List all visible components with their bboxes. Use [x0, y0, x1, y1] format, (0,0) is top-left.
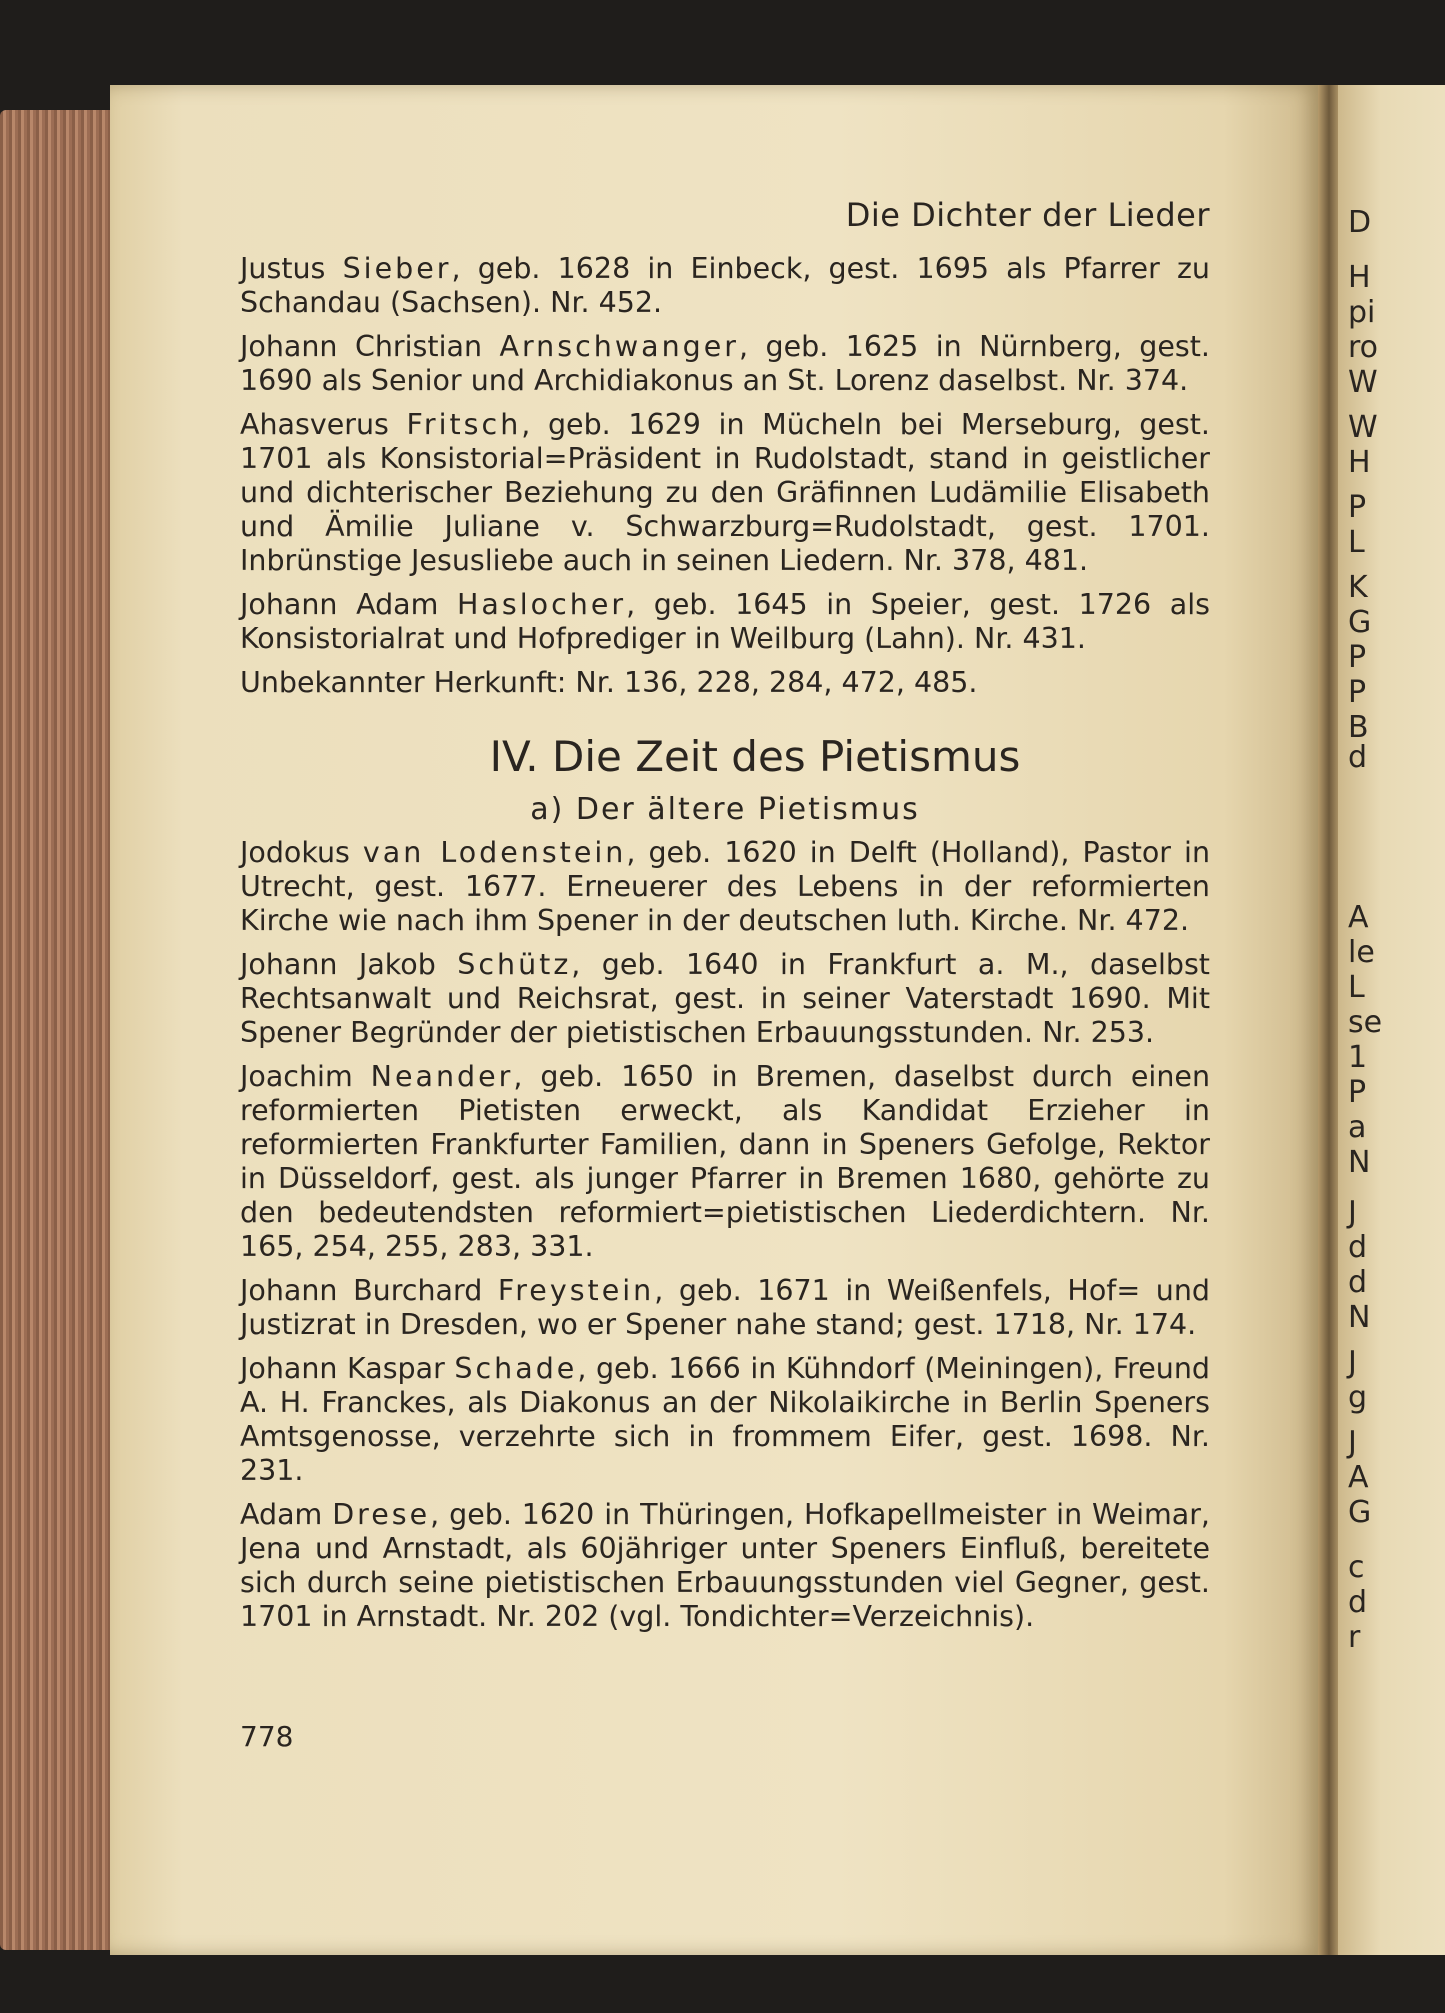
entry-first-name: Johann Jakob — [240, 948, 458, 981]
right-page-letter: L — [1348, 970, 1365, 1005]
page-content — [240, 252, 1210, 1644]
right-page-letter: N — [1348, 1300, 1371, 1335]
poet-entry — [240, 588, 1210, 656]
entry-first-name: Justus — [240, 252, 343, 285]
right-page-letter: 1 — [1348, 1040, 1368, 1075]
right-page-letter: H — [1348, 260, 1371, 295]
right-page-letter: J — [1348, 1425, 1357, 1460]
entry-first-name: Johann Burchard — [240, 1274, 498, 1307]
right-page-letter: H — [1348, 445, 1371, 480]
poet-entry — [240, 1274, 1210, 1342]
poet-entry — [240, 1498, 1210, 1634]
right-page-letter: ro — [1348, 330, 1379, 365]
page-edges — [0, 110, 110, 1950]
right-page-letter: A — [1348, 900, 1369, 935]
entry-first-name: Johann Kaspar — [240, 1352, 455, 1385]
entry-first-name: Johann Adam — [240, 588, 457, 621]
right-page-letter: se — [1348, 1005, 1383, 1040]
right-page-letter: A — [1348, 1460, 1369, 1495]
section-title: IV. Die Zeit des Pietismus — [489, 732, 1021, 781]
right-page-letter: d — [1348, 740, 1368, 775]
right-page-letter: P — [1348, 490, 1367, 525]
entry-surname: Haslocher — [457, 588, 627, 621]
entry-first-name: Johann Christian — [240, 330, 500, 363]
right-page-fragment — [1338, 85, 1445, 1955]
entry-text: , geb. 1640 in Frankfurt a. M., daselbst Rechtsanwalt und Reichsrat, gest. in seiner Vaterstadt 1690. Mit Spener Begründer der pietistischen Erbauungsstunden. Nr. 253. — [240, 948, 1210, 1049]
poet-entry — [240, 1060, 1210, 1264]
entry-surname: Arnschwanger — [499, 330, 740, 363]
entry-surname: van Lodenstein — [362, 836, 627, 869]
entry-surname: Schütz — [457, 948, 572, 981]
entry-first-name: Adam — [240, 1498, 333, 1531]
right-page-letter: G — [1348, 1495, 1372, 1530]
entry-surname: Drese — [332, 1498, 431, 1531]
poet-entry — [240, 252, 1210, 320]
right-page-letter: le — [1348, 935, 1375, 970]
entry-first-name: Jodokus — [240, 836, 363, 869]
right-page-letter: c — [1348, 1550, 1365, 1585]
unknown-origin-line: Unbekannter Herkunft: Nr. 136, 228, 284, 472, 485. — [240, 666, 978, 699]
entry-surname: Neander — [370, 1060, 514, 1093]
entry-text: , geb. 1629 in Mücheln bei Merseburg, gest. 1701 als Konsistorial=Präsident in Rudolstadt, stand in geistlicher und dichterischer Beziehung zu den Gräfinnen Ludämilie Elisabeth und Ämilie Juliane v. Schwarzburg=Rudolstadt, gest. 1701. Inbrünstige Jesusliebe auch in seinen Liedern. Nr. 378, 481. — [240, 408, 1210, 577]
entry-surname: Sieber — [342, 252, 452, 285]
right-page-letter: d — [1348, 1585, 1368, 1620]
entry-text: , geb. 1645 in Speier, gest. 1726 als Konsistorialrat und Hofprediger in Weilburg (Lahn). Nr. 431. — [240, 588, 1210, 655]
right-page-letter: N — [1348, 1145, 1371, 1180]
right-page-letter: G — [1348, 605, 1372, 640]
entries-bottom — [240, 836, 1210, 1634]
right-page-letter: B — [1348, 710, 1369, 745]
right-page-letter: d — [1348, 1230, 1368, 1265]
right-page-letter: W — [1348, 410, 1378, 445]
right-page-letter: D — [1348, 205, 1372, 240]
entry-text: , geb. 1671 in Weißenfels, Hof= und Justizrat in Dresden, wo er Spener nahe stand; gest. 1718, Nr. 174. — [240, 1274, 1211, 1341]
book-gutter — [1318, 85, 1340, 1955]
subsection-title: a) Der ältere Pietismus — [530, 792, 920, 827]
entry-text: , geb. 1666 in Kühndorf (Meiningen), Freund A. H. Franckes, als Diakonus an der Nikolaikirche in Berlin Speners Amtsgenosse, verzehrte sich in frommem Eifer, gest. 1698. Nr. 231. — [240, 1352, 1211, 1487]
entry-first-name: Joachim — [240, 1060, 371, 1093]
entry-text: , geb. 1650 in Bremen, daselbst durch einen reformierten Pietisten erweckt, als Kandidat Erzieher in reformierten Frankfurter Familien, dann in Speners Gefolge, Rektor in Düsseldorf, gest. als junger Pfarrer in Bremen 1680, gehörte zu den bedeutendsten reformiert=pietistischen Liederdichtern. Nr. 165, 254, 255, 283, 331. — [240, 1060, 1211, 1263]
entry-surname: Fritsch — [406, 408, 522, 441]
right-page-letter: J — [1348, 1195, 1357, 1230]
right-page-letter: K — [1348, 570, 1368, 605]
poet-entry — [240, 408, 1210, 578]
page-number: 778 — [240, 1720, 294, 1753]
right-page-letters — [1348, 85, 1445, 1955]
entries-top — [240, 252, 1210, 656]
right-page-letter: L — [1348, 525, 1365, 560]
right-page-letter: r — [1348, 1620, 1361, 1655]
right-page-letter: P — [1348, 1075, 1367, 1110]
entry-text: , geb. 1620 in Delft (Holland), Pastor in Utrecht, gest. 1677. Erneuerer des Lebens in der reformierten Kirche wie nach ihm Spener in der deutschen luth. Kirche. Nr. 472. — [240, 836, 1211, 937]
entry-text: , geb. 1620 in Thüringen, Hofkapellmeister in Weimar, Jena und Arnstadt, als 60jähriger unter Speners Einfluß, bereitete sich durch seine pietistischen Erbauungsstunden viel Gegner, gest. 1701 in Arnstadt. Nr. 202 (vgl. Tondichter=Verzeichnis). — [240, 1498, 1210, 1633]
entry-surname: Freystein — [497, 1274, 655, 1307]
entry-text: , geb. 1628 in Einbeck, gest. 1695 als Pfarrer zu Schandau (Sachsen). Nr. 452. — [240, 252, 1211, 319]
entry-surname: Schade — [454, 1352, 578, 1385]
poet-entry — [240, 1352, 1210, 1488]
right-page-letter: a — [1348, 1110, 1367, 1145]
poet-entry — [240, 948, 1210, 1050]
right-page-letter: P — [1348, 675, 1367, 710]
entry-text: , geb. 1625 in Nürnberg, gest. 1690 als Senior und Archidiakonus an St. Lorenz daselbst. Nr. 374. — [240, 330, 1210, 397]
entry-first-name: Ahasverus — [240, 408, 407, 441]
right-page-letter: J — [1348, 1345, 1357, 1380]
right-page-letter: d — [1348, 1265, 1368, 1300]
right-page-letter: g — [1348, 1380, 1368, 1415]
poet-entry — [240, 330, 1210, 398]
poet-entry — [240, 836, 1210, 938]
running-head: Die Dichter der Lieder — [845, 196, 1210, 234]
right-page-letter: pi — [1348, 295, 1376, 330]
right-page-letter: P — [1348, 640, 1367, 675]
right-page-letter: W — [1348, 365, 1378, 400]
